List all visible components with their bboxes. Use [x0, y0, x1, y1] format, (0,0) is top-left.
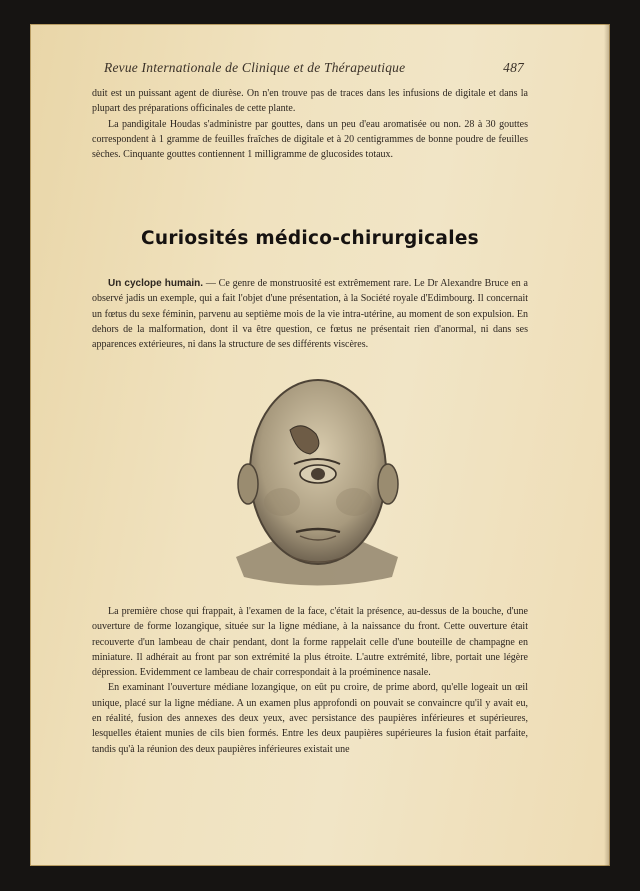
cyclops-illustration — [232, 372, 402, 594]
intro-text — [92, 86, 528, 162]
article-continuation — [92, 604, 528, 757]
article-opening — [92, 276, 528, 352]
intro-paragraph-2: La pandigitale Houdas s'administre par gouttes, dans un peu d'eau aromatisée ou non. 28 à 30 gouttes correspondent à 1 gramme de feuilles fraîches de digitale et à 20 centigrammes de bonne poudre de feuilles sèches. Cinquante gouttes contiennent 1 milligramme de glucosides totaux. — [92, 118, 528, 161]
page-number: 487 — [503, 60, 524, 75]
article-paragraph-1: — Ce genre de monstruosité est extrêmement rare. Le Dr Alexandre Bruce en a observé jadis un exemple, qui a fait l'objet d'une présentation, à la Société royale d'Edimbourg. Il concernait un fœtus du sexe féminin, parvenu au septième mois de la vie intra-utérine, au moment de son expulsion. En dehors de la malformation, dont il va être question, ce fœtus ne présentait rien d'anormal, ni dans ses apparences extérieures, ni dans la structure de ses différents viscères. — [92, 278, 528, 351]
running-header — [104, 60, 524, 76]
article-paragraph-2: La première chose qui frappait, à l'examen de la face, c'était la présence, au-dessus de la bouche, d'une ouverture de forme lozangique, située sur la ligne médiane, à la naissance du front. Cette ouverture était recouverte d'un lambeau de chair pendant, dont la forme rappelait celle d'une bouteille de champagne en miniature. Il adhérait au front par son extrémité la plus étroite. L'autre extrémité, libre, portait une légère dépression. Evidemment ce lambeau de chair correspondait à la proéminence nasale. — [92, 606, 528, 679]
journal-title: Revue Internationale de Clinique et de Thérapeutique — [104, 60, 406, 75]
article-lead: Un cyclope humain. — [108, 278, 204, 289]
article-paragraph-3: En examinant l'ouverture médiane lozangique, on eût pu croire, de prime abord, qu'elle logeait un œil unique, placé sur la ligne médiane. A un examen plus approfondi on pouvait se convaincre qu'il y avait eu, en réalité, fusion des annexes des deux yeux, avec persistance des paupières inférieures et supérieures, lesquelles étaient munies de cils bien formés. Entre les deux paupières supérieures la fusion était parfaite, tandis qu'à la réunion des deux paupières inférieures existait une — [92, 682, 528, 755]
section-title: Curiosités médico-chirurgicales — [140, 228, 479, 249]
intro-paragraph-1: duit est un puissant agent de diurèse. On n'en trouve pas de traces dans les infusions de digitale et dans la plupart des préparations officinales de cette plante. — [92, 88, 528, 115]
